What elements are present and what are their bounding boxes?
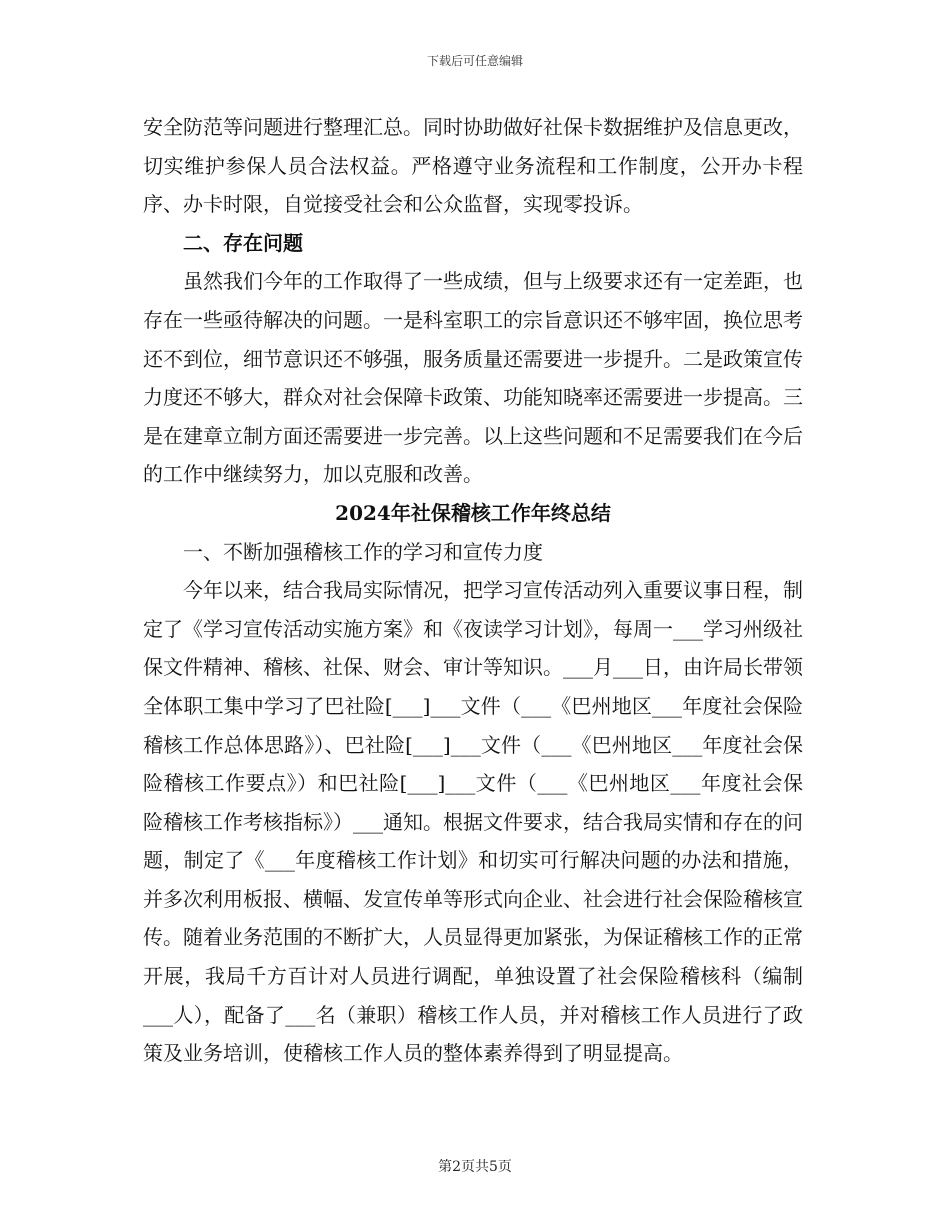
section-heading-problems: 二、存在问题 bbox=[183, 230, 303, 255]
page-number: 第2页共5页 bbox=[438, 1159, 512, 1175]
paragraph-problems: 虽然我们今年的工作取得了一些成绩，但与上级要求还有一定差距，也存在一些亟待解决的问题。一是科室职工的宗旨意识还不够牢固，换位思考还不到位，细节意识还不够强，服务质量还需要进一步提升。二是政策宣传力度还不够大，群众对社会保障卡政策、功能知晓率还需要进一步提高。三是在建章立制方面还需要进一步完善。以上这些问题和不足需要我们在今后的工作中继续努力，加以克服和改善。 bbox=[143, 269, 803, 487]
paragraph-study: 今年以来，结合我局实际情况，把学习宣传活动列入重要议事日程，制定了《学习宣传活动实施方案》和《夜读学习计划》，每周一___学习州级社保文件精神、稽核、社保、财会、审计等知识。___月___日，由许局长带领全体职工集中学习了巴社险[___]___文件（___《巴州地区___年度社会保险稽核工作总体思路》）、巴社险[___]___文件（___《巴州地区___年度社会保险稽核工作要点》）和巴社险[___]___文件（___《巴州地区___年度社会保险稽核工作考核指标》）___通知。根据文件要求，结合我局实情和存在的问题，制定了《___年度稽核工作计划》和切实可行解决问题的办法和措施，并多次利用板报、横幅、发宣传单等形式向企业、社会进行社会保险稽核宣传。随着业务范围的不断扩大，人员显得更加紧张，为保证稽核工作的正常开展，我局千方百计对人员进行调配，单独设置了社会保险稽核科（编制___人），配备了___名（兼职）稽核工作人员，并对稽核工作人员进行了政策及业务培训，使稽核工作人员的整体素养得到了明显提高。 bbox=[143, 578, 803, 1066]
document-title: 2024年社保稽核工作年终总结 bbox=[335, 500, 611, 525]
section-heading-study: 一、不断加强稽核工作的学习和宣传力度 bbox=[183, 539, 543, 564]
header-note: 下载后可任意编辑 bbox=[426, 54, 523, 68]
document-body bbox=[143, 108, 803, 1073]
paragraph-continuation: 安全防范等问题进行整理汇总。同时协助做好社保卡数据维护及信息更改，切实维护参保人员合法权益。严格遵守业务流程和工作制度，公开办卡程序、办卡时限，自觉接受社会和公众监督，实现零投诉。 bbox=[143, 115, 803, 217]
